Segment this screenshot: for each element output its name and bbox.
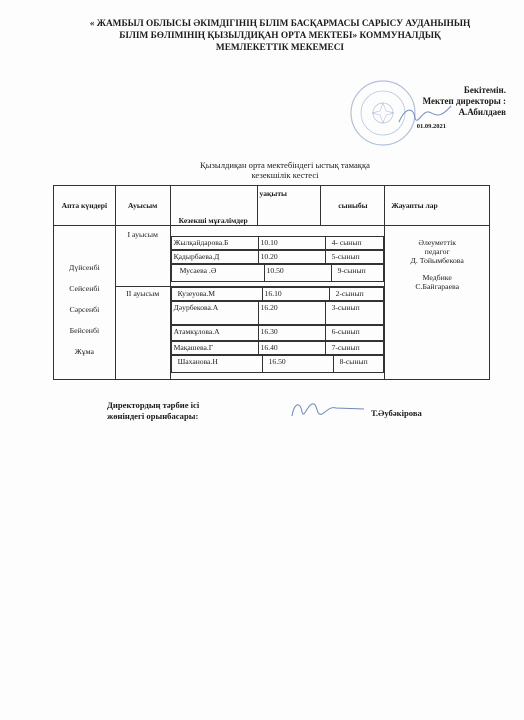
header-teacher: Кезекші мұғалімдер [170, 186, 257, 226]
teacher-name: Атамкұлова.А [173, 326, 220, 336]
class-name: 5-сынып [325, 251, 384, 263]
deputy-name: Т.Әубәкірова [371, 408, 422, 418]
table-row [171, 287, 385, 301]
teacher-name: Мақашева.Г [173, 342, 214, 352]
approval-name: А.Абилдаев [458, 107, 506, 117]
document-title [150, 160, 420, 180]
responsible-line-4: Медбике [422, 273, 452, 282]
responsible-line-1: Әлеуметтік [418, 238, 457, 247]
class-name: 2-сынып [329, 288, 384, 300]
class-name: 8-сынып [333, 356, 384, 372]
day-tue: Сейсенбі [69, 284, 100, 293]
responsible-cell [385, 226, 490, 380]
table-row [171, 301, 385, 325]
teacher-name: Кузеуова.М [177, 288, 215, 298]
table-row [171, 355, 385, 373]
duty-time: 16.40 [258, 342, 325, 354]
teacher-name: Шаханова.Н [177, 356, 218, 366]
day-wed: Сәрсенбі [69, 305, 100, 314]
approval-label: Бекітемін. [463, 85, 506, 95]
duty-time: 10.20 [258, 251, 325, 263]
duty-time: 16.20 [258, 302, 325, 324]
table-row [171, 250, 385, 264]
title-line-1: Қызылдиқан орта мектебіндегі ыстық тамаққа [200, 160, 370, 170]
teacher-name: Жылқайдарова.Б [173, 238, 229, 247]
duty-time: 10.10 [258, 237, 325, 249]
days-cell [54, 226, 116, 380]
header-line-3: МЕМЛЕКЕТТІК МЕКЕМЕСІ [215, 43, 345, 53]
header-day: Апта күндері [54, 186, 116, 226]
header-line-1: « ЖАМБЫЛ ОБЛЫСЫ ӘКІМДІГІНІҢ БІЛІМ БАСҚАРМАСЫ САРЫСУ АУДАНЫНЫҢ [89, 19, 471, 29]
responsible-line-2: педагог [424, 247, 450, 256]
deputy-title [107, 400, 199, 422]
institution-header [40, 18, 520, 54]
table-row [171, 325, 385, 341]
header-class: сыныбы [321, 186, 385, 226]
shift-2-rows [170, 286, 385, 379]
responsible-line-5: С.Байгараева [415, 282, 460, 291]
teacher-name: Қадырбаева.Д [173, 252, 220, 261]
duty-time: 16.10 [262, 288, 329, 300]
shift-2 [115, 286, 170, 379]
shift-1 [115, 226, 170, 287]
table-row [171, 236, 385, 250]
shift-1-rows [170, 226, 385, 287]
approval-role: Мектеп директоры : [422, 96, 506, 106]
deputy-signature [286, 396, 366, 422]
teacher-name: Мусаева .Ә [179, 266, 217, 275]
duty-time: 16.30 [258, 326, 325, 340]
table-row [54, 226, 490, 287]
table-row [171, 264, 385, 282]
day-fri: Жұма [74, 347, 94, 356]
director-signature [395, 100, 455, 130]
duty-time: 10.50 [264, 265, 331, 281]
day-mon: Дүйсенбі [69, 263, 100, 272]
responsible-line-3: Д. Тойымбекова [410, 256, 464, 265]
duty-schedule-table [53, 185, 490, 380]
header-shift: Ауысым [115, 186, 170, 226]
approval-date: 01.09.2021 [416, 123, 446, 130]
day-thu: Бейсенбі [69, 326, 100, 335]
shift-2-label: ІІ ауысым [126, 288, 160, 298]
deputy-title-line-2: жөніндегі орынбасары: [107, 411, 199, 421]
table-header-row [54, 186, 490, 226]
class-name: 3-сынып [325, 302, 384, 324]
class-name: 9-сынып [331, 265, 384, 281]
teacher-name: Дәурбекова.А [173, 302, 219, 312]
class-name: 6-сынып [325, 326, 384, 340]
class-name: 4- сынып [325, 237, 384, 249]
header-responsible: Жауапты лар [385, 186, 490, 226]
duty-time: 16.50 [262, 356, 333, 372]
table-row [171, 341, 385, 355]
deputy-title-line-1: Директордың тәрбие ісі [107, 400, 200, 410]
header-time: уақыты [257, 186, 321, 226]
title-line-2: кезекшілік кестесі [251, 170, 319, 180]
class-name: 7-сынып [325, 342, 384, 354]
shift-1-label: І ауысым [127, 230, 158, 239]
header-line-2: БІЛІМ БӨЛІМІНІҢ ҚЫЗЫЛДИҚАН ОРТА МЕКТЕБІ» КОММУНАЛДЫҚ [119, 31, 441, 41]
